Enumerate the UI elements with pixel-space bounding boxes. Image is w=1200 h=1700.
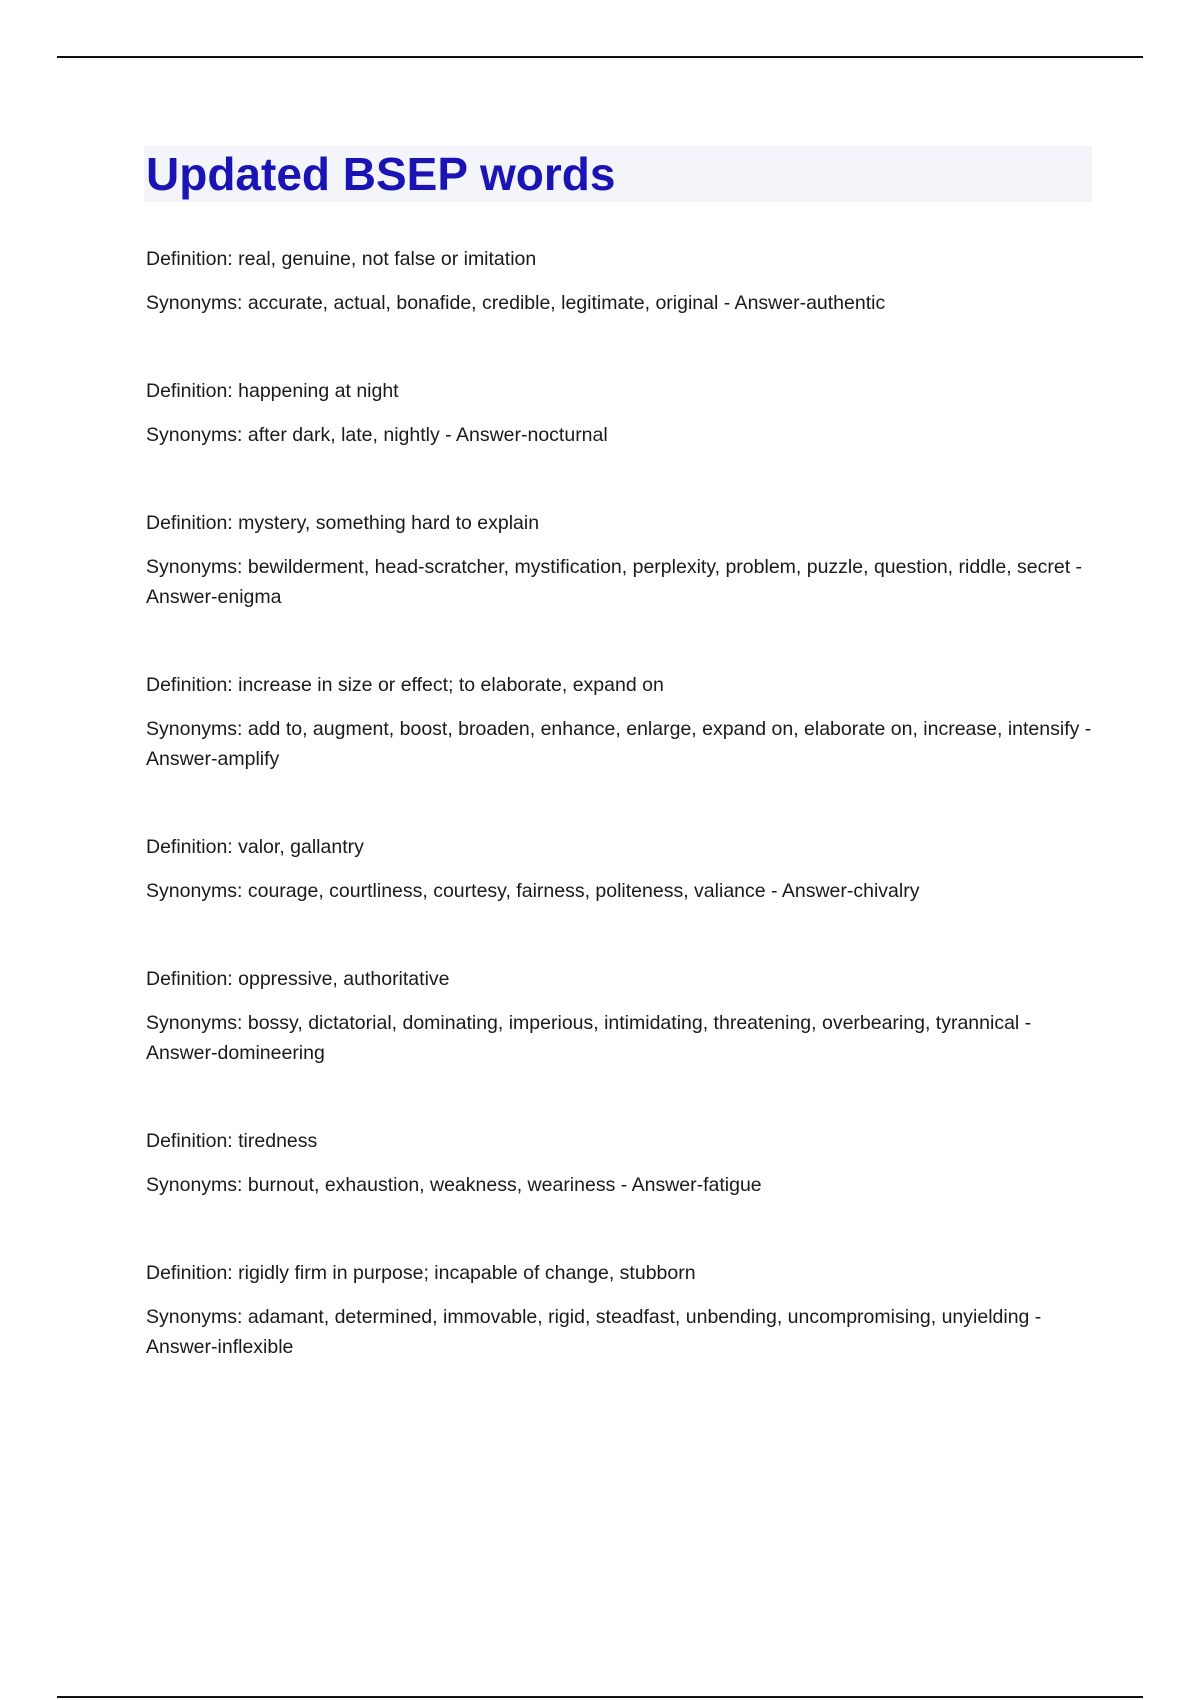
word-entry <box>146 964 1092 1068</box>
word-entry <box>146 1258 1092 1362</box>
entry-synonyms: Synonyms: bewilderment, head-scratcher, mystification, perplexity, problem, puzzle, question, riddle, secret - Answer-enigma <box>146 556 1083 608</box>
word-entry <box>146 376 1092 450</box>
entry-definition: Definition: real, genuine, not false or imitation <box>146 248 537 270</box>
entry-synonyms: Synonyms: add to, augment, boost, broaden, enhance, enlarge, expand on, elaborate on, increase, intensify - Answer-amplify <box>146 718 1092 770</box>
word-entry <box>146 670 1092 774</box>
entry-synonyms: Synonyms: after dark, late, nightly - Answer-nocturnal <box>146 424 608 446</box>
entry-definition: Definition: increase in size or effect; to elaborate, expand on <box>146 674 664 696</box>
document-title: Updated BSEP words <box>146 148 616 200</box>
footer-rule <box>57 1696 1143 1698</box>
entry-synonyms: Synonyms: burnout, exhaustion, weakness, weariness - Answer-fatigue <box>146 1174 762 1196</box>
word-entry <box>146 832 1092 906</box>
entry-synonyms: Synonyms: courage, courtliness, courtesy, fairness, politeness, valiance - Answer-chivalry <box>146 880 920 902</box>
entry-synonyms: Synonyms: adamant, determined, immovable, rigid, steadfast, unbending, uncompromising, unyielding - Answer-inflexible <box>146 1306 1042 1358</box>
entry-definition: Definition: oppressive, authoritative <box>146 968 450 990</box>
entry-definition: Definition: rigidly firm in purpose; incapable of change, stubborn <box>146 1262 696 1284</box>
title-banner <box>144 146 1092 202</box>
entry-definition: Definition: mystery, something hard to explain <box>146 512 540 534</box>
word-entry <box>146 1126 1092 1200</box>
word-entries <box>146 244 1092 1420</box>
header-rule <box>57 56 1143 58</box>
entry-synonyms: Synonyms: bossy, dictatorial, dominating, imperious, intimidating, threatening, overbearing, tyrannical - Answer-domineering <box>146 1012 1032 1064</box>
entry-synonyms: Synonyms: accurate, actual, bonafide, credible, legitimate, original - Answer-authentic <box>146 292 886 314</box>
word-entry <box>146 244 1092 318</box>
word-entry <box>146 508 1092 612</box>
entry-definition: Definition: valor, gallantry <box>146 836 364 858</box>
entry-definition: Definition: tiredness <box>146 1130 318 1152</box>
entry-definition: Definition: happening at night <box>146 380 399 402</box>
